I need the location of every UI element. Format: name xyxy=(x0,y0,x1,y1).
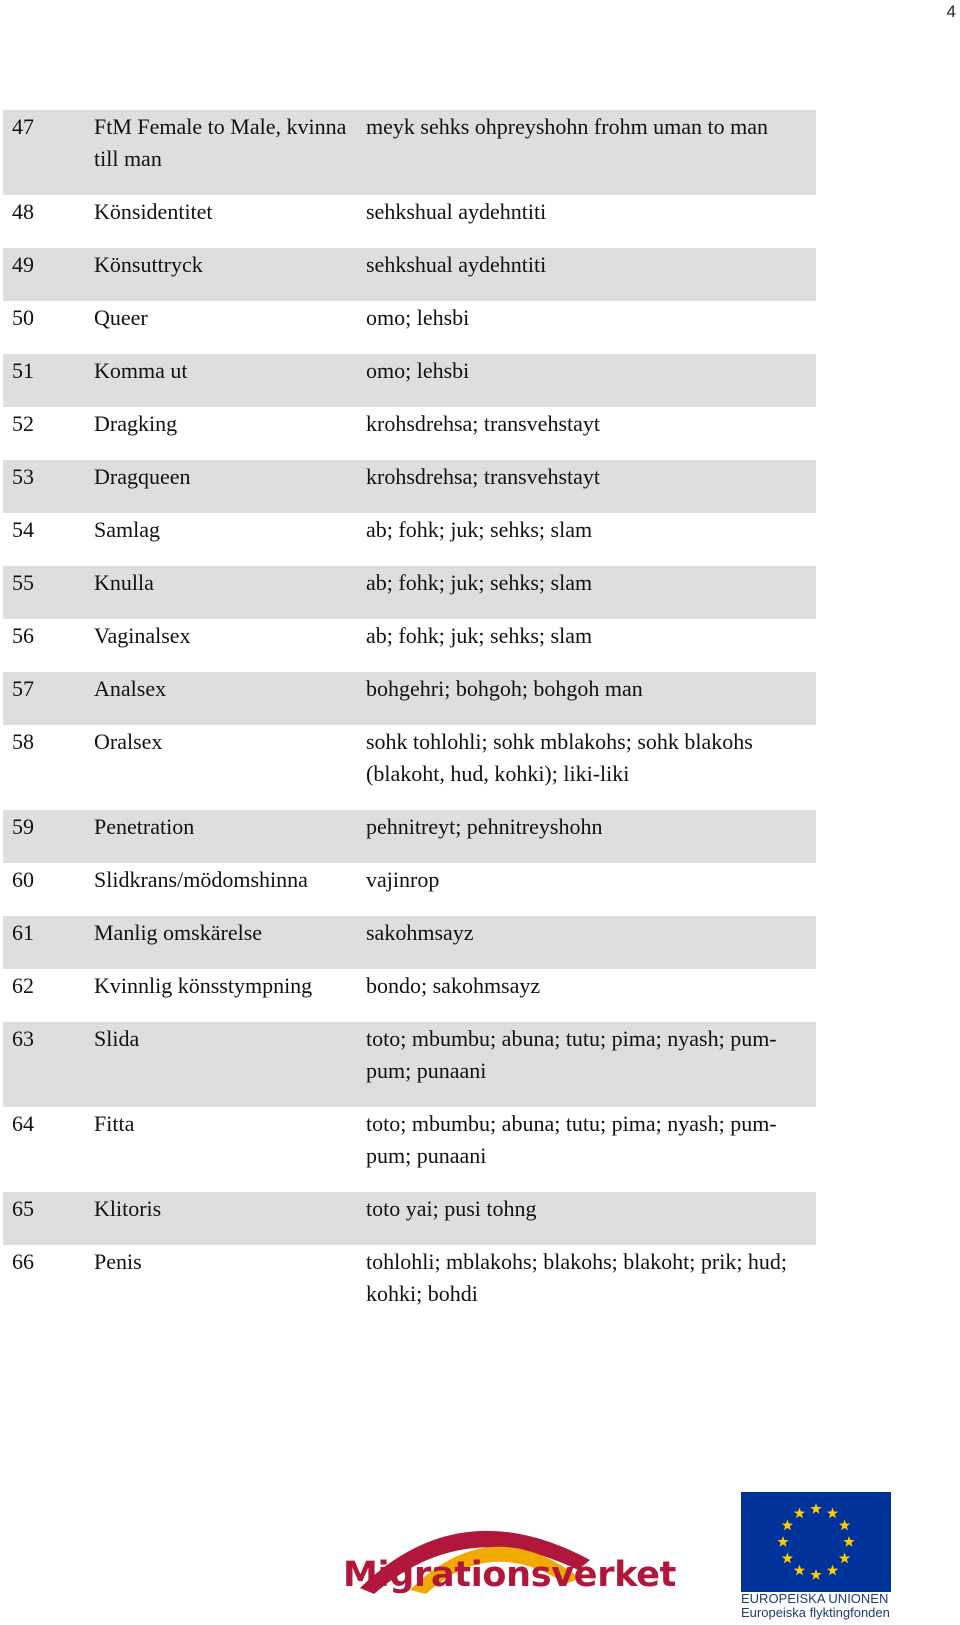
row-number: 59 xyxy=(3,810,94,863)
terminology-table xyxy=(3,110,816,1330)
swedish-term: Knulla xyxy=(94,566,366,619)
page-number: 4 xyxy=(946,2,956,21)
row-number: 54 xyxy=(12,517,34,542)
swedish-term: Fitta xyxy=(94,1111,135,1136)
translation-term: omo; lehsbi xyxy=(366,354,816,407)
swedish-term: Vaginalsex xyxy=(94,623,191,648)
row-number: 50 xyxy=(12,305,34,330)
eu-caption-line-2: Europeiska flyktingfonden xyxy=(741,1605,890,1620)
translation-term: omo; lehsbi xyxy=(366,305,470,330)
row-number: 56 xyxy=(12,623,34,648)
swedish-term: Dragqueen xyxy=(94,460,366,513)
row-number: 49 xyxy=(3,248,94,301)
row-number: 63 xyxy=(3,1022,94,1107)
row-number: 62 xyxy=(12,973,34,998)
row-number: 58 xyxy=(12,729,34,754)
translation-term: ab; fohk; juk; sehks; slam xyxy=(366,517,593,542)
row-number: 55 xyxy=(3,566,94,619)
translation-term: bondo; sakohmsayz xyxy=(366,973,541,998)
translation-term: pehnitreyt; pehnitreyshohn xyxy=(366,810,816,863)
term-row xyxy=(3,354,816,407)
term-row xyxy=(3,301,816,354)
row-number: 52 xyxy=(12,411,34,436)
translation-term: toto; mbumbu; abuna; tutu; pima; nyash; pum-pum; punaani xyxy=(366,1022,816,1107)
swedish-term: Slida xyxy=(94,1022,366,1107)
term-row xyxy=(3,1107,816,1192)
swedish-term: Klitoris xyxy=(94,1192,366,1245)
swedish-term: Könsuttryck xyxy=(94,248,366,301)
row-number: 47 xyxy=(3,110,94,195)
swedish-term: Analsex xyxy=(94,672,366,725)
translation-term: toto yai; pusi tohng xyxy=(366,1192,816,1245)
translation-term: vajinrop xyxy=(366,867,440,892)
eu-flag-icon xyxy=(741,1492,891,1592)
term-row xyxy=(3,248,816,301)
term-row xyxy=(3,460,816,513)
row-number: 51 xyxy=(3,354,94,407)
swedish-term: Dragking xyxy=(94,411,178,436)
translation-term: tohlohli; mblakohs; blakohs; blakoht; prik; hud; kohki; bohdi xyxy=(366,1249,788,1306)
translation-term: sehkshual aydehntiti xyxy=(366,199,547,224)
swedish-term: Manlig omskärelse xyxy=(94,916,366,969)
swedish-term: Komma ut xyxy=(94,354,366,407)
row-number: 48 xyxy=(12,199,34,224)
swedish-term: FtM Female to Male, kvinna till man xyxy=(94,110,366,195)
swedish-term: Kvinnlig könsstympning xyxy=(94,973,313,998)
row-number: 66 xyxy=(12,1249,34,1274)
term-row xyxy=(3,513,816,566)
row-number: 57 xyxy=(3,672,94,725)
term-row xyxy=(3,110,816,195)
translation-term: ab; fohk; juk; sehks; slam xyxy=(366,623,593,648)
row-number: 60 xyxy=(12,867,34,892)
eu-caption-line-1: EUROPEISKA UNIONEN xyxy=(741,1591,889,1606)
row-number: 53 xyxy=(3,460,94,513)
term-row xyxy=(3,619,816,672)
term-row xyxy=(3,1245,816,1330)
swedish-term: Penetration xyxy=(94,810,366,863)
swedish-term: Penis xyxy=(94,1249,142,1274)
translation-term: krohsdrehsa; transvehstayt xyxy=(366,460,816,513)
translation-term: bohgehri; bohgoh; bohgoh man xyxy=(366,672,816,725)
swedish-term: Samlag xyxy=(94,517,160,542)
term-row xyxy=(3,863,816,916)
swedish-term: Queer xyxy=(94,305,148,330)
swedish-term: Könsidentitet xyxy=(94,199,213,224)
term-row xyxy=(3,810,816,863)
translation-term: ab; fohk; juk; sehks; slam xyxy=(366,566,816,619)
eu-caption xyxy=(741,1592,911,1620)
term-row xyxy=(3,1192,816,1245)
term-row xyxy=(3,566,816,619)
term-row xyxy=(3,195,816,248)
migrationsverket-logo-text: Migrationsverket xyxy=(343,1555,677,1595)
term-row xyxy=(3,725,816,810)
translation-term: sohk tohlohli; sohk mblakohs; sohk blakohs (blakoht, hud, kohki); liki-liki xyxy=(366,729,753,786)
translation-term: krohsdrehsa; transvehstayt xyxy=(366,411,600,436)
swedish-term: Slidkrans/mödomshinna xyxy=(94,867,308,892)
swedish-term: Oralsex xyxy=(94,729,163,754)
term-row xyxy=(3,1022,816,1107)
translation-term: meyk sehks ohpreyshohn frohm uman to man xyxy=(366,110,816,195)
row-number: 61 xyxy=(3,916,94,969)
term-row xyxy=(3,969,816,1022)
translation-term: sakohmsayz xyxy=(366,916,816,969)
term-row xyxy=(3,407,816,460)
translation-term: sehkshual aydehntiti xyxy=(366,248,816,301)
row-number: 64 xyxy=(12,1111,34,1136)
term-row xyxy=(3,672,816,725)
row-number: 65 xyxy=(3,1192,94,1245)
term-row xyxy=(3,916,816,969)
translation-term: toto; mbumbu; abuna; tutu; pima; nyash; pum-pum; punaani xyxy=(366,1111,777,1168)
